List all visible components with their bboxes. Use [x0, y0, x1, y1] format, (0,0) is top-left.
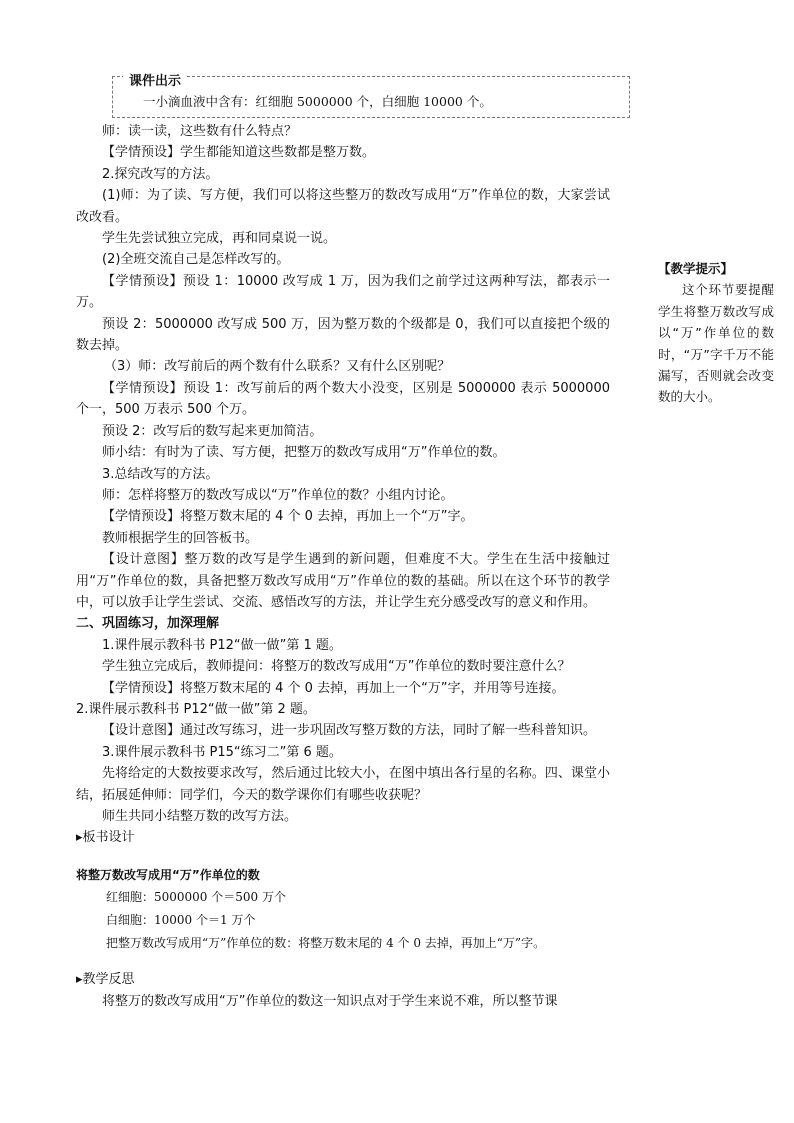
paragraph: 学生独立完成后，教师提问：将整万的数改写成用“万”作单位的数时要注意什么？ — [102, 659, 571, 675]
paragraph: （3）师：改写前后的两个数有什么联系？又有什么区别呢？ — [104, 359, 451, 375]
teaching-tip-sidebar — [658, 258, 774, 408]
paragraph: 师小结：有时为了读、写方便，把整万的数改写成用“万”作单位的数。 — [102, 445, 506, 461]
reflection-heading: ▸教学反思 — [76, 972, 135, 988]
board-line: 白细胞：10000 个＝1 万个 — [106, 913, 256, 928]
board-line: 把整万数改写成用“万”作单位的数：将整万数末尾的 4 个 0 去掉，再加上“万”字。 — [106, 936, 546, 951]
paragraph: 师：怎样将整万的数改写成以“万”作单位的数？小组内讨论。 — [102, 487, 454, 503]
board-heading: ▸板书设计 — [76, 830, 135, 846]
paragraph: 1.课件展示教科书 P12“做一做”第 1 题。 — [102, 637, 342, 653]
courseware-text: 一小滴血液中含有：红细胞 5000000 个，白细胞 10000 个。 — [143, 94, 492, 109]
paragraph: 师生共同小结整万数的改写方法。 — [102, 809, 298, 824]
paragraph: (1)师：为了读、写方便，我们可以将这些整万的数改写成用“万”作单位的数，大家尝试改改看。 — [76, 188, 610, 225]
reflection-text: 将整万的数改写成用“万”作单位的数这一知识点对于学生来说不难，所以整节课 — [102, 993, 558, 1009]
paragraph: 【学情预设】将整万数末尾的 4 个 0 去掉，再加上一个“万”字，并用等号连接。 — [102, 680, 565, 696]
paragraph: 【学情预设】预设 1：改写前后的两个数大小没变，区别是 5000000 表示 5000000 个一，500 万表示 500 个万。 — [76, 380, 610, 418]
paragraph: 预设 2：改写后的数写起来更加简洁。 — [102, 423, 323, 439]
courseware-box — [112, 76, 630, 118]
paragraph: 教师根据学生的回答板书。 — [102, 530, 259, 546]
paragraph: 【学情预设】预设 1：10000 改写成 1 万，因为我们之前学过这两种写法，都表示一万。 — [76, 273, 610, 311]
paragraph: 3.课件展示教科书 P15“练习二”第 6 题。 — [102, 744, 342, 760]
paragraph: 学生先尝试独立完成，再和同桌说一说。 — [102, 231, 337, 247]
paragraph: 先将给定的大数按要求改写，然后通过比较大小，在图中填出各行星的名称。四、课堂小结，拓展延伸师：同学们，今天的数学课你们有哪些收获呢？ — [76, 766, 610, 803]
teaching-tip-text: 这个环节要提醒学生将整万数改写成以“万”作单位的数时，“万”字千万不能漏写，否则就会改变数的大小。 — [658, 282, 774, 405]
paragraph: 2.探究改写的方法。 — [102, 166, 219, 182]
paragraph: 2.课件展示教科书 P12“做一做”第 2 题。 — [76, 701, 316, 717]
design-intent-paragraph: 【设计意图】通过改写练习，进一步巩固改写整万数的方法，同时了解一些科普知识。 — [102, 723, 597, 739]
teaching-tip-title: 【教学提示】 — [658, 261, 734, 276]
board-line: 红细胞：5000000 个＝500 万个 — [106, 890, 286, 905]
paragraph: 3.总结改写的方法。 — [102, 466, 219, 482]
board-title: 将整万数改写成用“万”作单位的数 — [76, 867, 260, 882]
courseware-label: 课件出示 — [123, 70, 187, 89]
paragraph: (2)全班交流自己是怎样改写的。 — [102, 252, 290, 268]
section-heading: 二、巩固练习，加深理解 — [76, 616, 220, 632]
paragraph: 【学情预设】学生都能知道这些数都是整万数。 — [102, 145, 376, 161]
design-intent-paragraph: 【设计意图】整万数的改写是学生遇到的新问题，但难度不大。学生在生活中接触过用“万”作单位的数，具备把整万数改写成用“万”作单位的数的基础。所以在这个环节的教学中，可以放手让学生尝试、交流、感悟改写的方法，并让学生充分感受改写的意义和作用。 — [76, 552, 610, 610]
paragraph: 预设 2：5000000 改写成 500 万，因为整万数的个级都是 0，我们可以直接把个级的数去掉。 — [76, 316, 610, 354]
lesson-body — [76, 121, 610, 1012]
paragraph: 师：读一读，这些数有什么特点？ — [102, 124, 298, 139]
paragraph: 【学情预设】将整万数末尾的 4 个 0 去掉，再加上一个“万”字。 — [102, 509, 474, 525]
